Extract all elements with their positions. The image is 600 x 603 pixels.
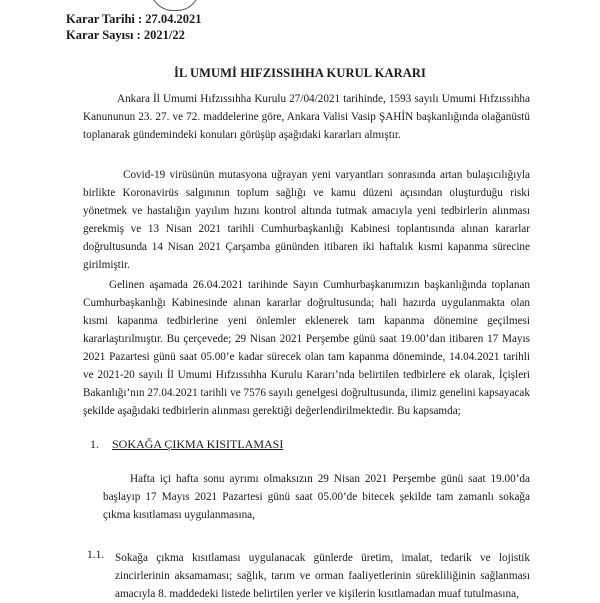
decision-date: Karar Tarihi : 27.04.2021 — [66, 12, 202, 26]
paragraph-covid: Covid-19 virüsünün mutasyona uğrayan yeni varyantları sonrasında artan bulaşıcılığıyla birlikte Koronavirüs salgınının toplum sağlığı ve kamu düzeni açısından oluşturduğu riski yönetmek ve hastalığın yayılım hızını kontrol altında tutmak amacıyla yeni tedbirlerin alınması gerekmiş ve 13 Nisan 2021 tarihli Cumhurbaşkanlığı Kabinesi toplantısında alınan kararlar doğrultusunda 14 Nisan 2021 Çarşamba gününden itibaren iki haftalık kısmi kapanma sürecine girilmiştir. — [83, 169, 530, 271]
paragraph-curfew: Hafta içi hafta sonu ayrımı olmaksızın 29 Nisan 2021 Perşembe günü saat 19.00’da başlayıp 17 Mayıs 2021 Pazartesi günü saat 05.00’de bitecek şekilde tam zamanlı sokağa çıkma kısıtlaması uygulanmasına, — [103, 473, 530, 521]
paragraph-intro: Ankara İl Umumi Hıfzıssıhha Kurulu 27/04/2021 tarihinde, 1593 sayılı Umumi Hıfzıssıhha Kanununun 23. 27. ve 72. maddelerine göre, Ankara Valisi Vasip ŞAHİN başkanlığında olağanüstü toplanarak gündemindeki konuları görüşüp aşağıdaki kararları almıştır. — [83, 93, 530, 141]
section-heading — [90, 437, 283, 452]
paragraph-full-lockdown: Gelinen aşamada 26.04.2021 tarihinde Sayın Cumhurbaşkanımızın başkanlığında toplanan Cumhurbaşkanlığı Kabinesinde alınan kararlar doğrultusunda; hali hazırda uygulanmakta olan kısmi kapanma tedbirlerine yeni önlemler eklenerek tam kapanma dönemine geçilmesi kararlaştırılmıştır. Bu çerçevede; 29 Nisan 2021 Perşembe günü saat 19.00’dan itibaren 17 Mayıs 2021 Pazartesi günü saat 05.00’e kadar sürecek olan tam kapanma döneminde, 14.04.2021 tarihli ve 2021-20 sayılı İl Umumi Hıfzıssıhha Kurulu Kararı’nda belirtilen tedbirlere ek olarak, İçişleri Bakanlığı’nın 27.04.2021 tarihli ve 7576 sayılı genelgesi doğrultusunda, ilimiz genelini kapsayacak şekilde aşağıdaki tedbirlerin alınması gerektiği değerlendirilmektedir. Bu kapsamda; — [83, 279, 530, 417]
document-title: İL UMUMİ HIFZISSIHHA KURUL KARARI — [174, 66, 426, 80]
subsection-number: 1.1. — [87, 549, 105, 561]
section-number: 1. — [90, 437, 99, 451]
decision-number: Karar Sayısı : 2021/22 — [66, 28, 185, 42]
seal-fragment — [150, 0, 200, 11]
section-title: SOKAĞA ÇIKMA KISITLAMASI — [112, 437, 284, 451]
subsection-text: Sokağa çıkma kısıtlaması uygulanacak günlerde üretim, imalat, tedarik ve lojistik zincirlerinin aksamaması; sağlık, tarım ve orman faaliyetlerinin sürekliliğinin sağlanması amacıyla 8. maddedeki listede belirtilen yerler ve kişilerin kısıtlamadan muaf tutulmasına, — [115, 552, 530, 600]
